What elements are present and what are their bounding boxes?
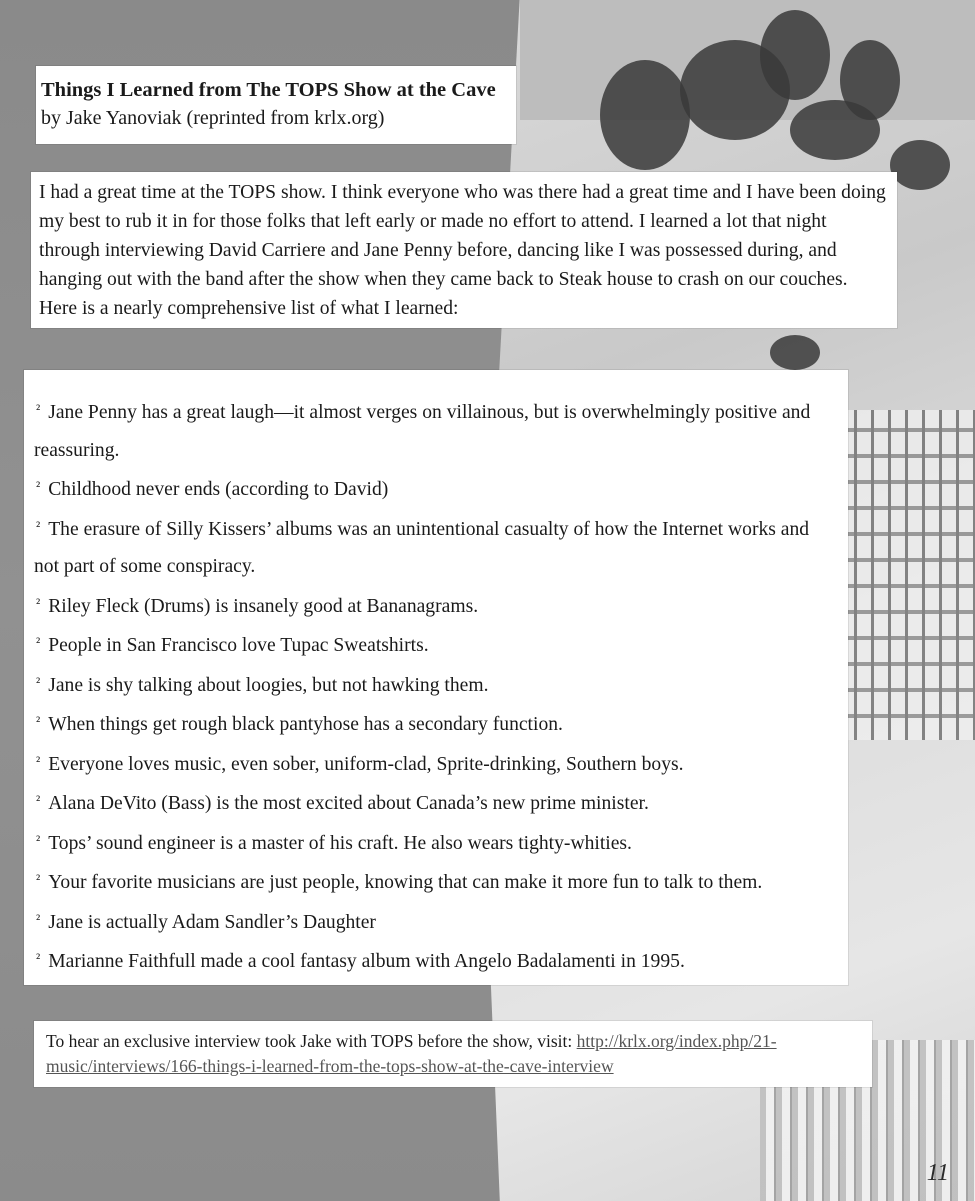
tree-foliage bbox=[790, 100, 880, 160]
list-item-text: Tops’ sound engineer is a master of his craft. He also wears tighty-whities. bbox=[48, 832, 632, 854]
footer-note bbox=[46, 1029, 862, 1079]
page-number: 11 bbox=[926, 1160, 949, 1186]
intro-paragraph: I had a great time at the TOPS show. I think everyone who was there had a great time and I have been doing my best to rub it in for those folks that left early or made no effort to attend. I learned a lot that night through interviewing David Carriere and Jane Penny before, dancing like I was possessed during, and hanging out with the band after the show when they came back to Steak house to crash on our couches. Here is a nearly comprehensive list of what I learned: bbox=[39, 182, 886, 319]
list-item bbox=[34, 469, 838, 509]
list-clipping bbox=[24, 370, 848, 985]
list-item bbox=[34, 509, 838, 586]
article-byline: by Jake Yanoviak (reprinted from krlx.org) bbox=[41, 107, 385, 129]
bullet-marker: ² bbox=[36, 715, 41, 730]
title-clipping bbox=[36, 66, 516, 144]
list-item-text: Childhood never ends (according to David) bbox=[48, 479, 389, 500]
list-item-text: Alana DeVito (Bass) is the most excited about Canada’s new prime minister. bbox=[48, 793, 649, 814]
bullet-marker: ² bbox=[36, 596, 41, 612]
bullet-marker: ² bbox=[36, 403, 41, 418]
list-item bbox=[34, 665, 838, 705]
bullet-marker: ² bbox=[36, 636, 41, 651]
list-item bbox=[34, 941, 838, 981]
list-item-text: When things get rough black pantyhose has a secondary function. bbox=[48, 714, 563, 735]
tree-foliage bbox=[600, 60, 690, 170]
learned-list bbox=[34, 392, 838, 981]
bullet-marker: ² bbox=[36, 480, 41, 495]
footer-clipping bbox=[34, 1021, 872, 1087]
list-item bbox=[34, 862, 838, 902]
tree-foliage bbox=[890, 140, 950, 190]
list-item bbox=[34, 744, 838, 784]
list-item-text: Your favorite musicians are just people, knowing that can make it more fun to talk to them. bbox=[48, 872, 763, 893]
list-item bbox=[34, 586, 838, 626]
list-item bbox=[34, 783, 838, 823]
bullet-marker: ² bbox=[36, 912, 41, 928]
list-item-text: Jane Penny has a great laugh—it almost verges on villainous, but is overwhelmingly positive and reassuring. bbox=[34, 402, 811, 461]
list-item-text: Jane is actually Adam Sandler’s Daughter bbox=[48, 911, 376, 933]
tree-foliage bbox=[760, 10, 830, 100]
list-item bbox=[34, 704, 838, 744]
footer-text: To hear an exclusive interview took Jake with TOPS before the show, visit: bbox=[46, 1031, 573, 1051]
bullet-marker: ² bbox=[36, 675, 41, 691]
list-item-text: Riley Fleck (Drums) is insanely good at Bananagrams. bbox=[48, 595, 479, 617]
list-item-text: Marianne Faithfull made a cool fantasy album with Angelo Badalamenti in 1995. bbox=[48, 951, 685, 972]
bullet-marker: ² bbox=[36, 519, 41, 535]
bullet-marker: ² bbox=[36, 754, 41, 770]
list-item bbox=[34, 902, 838, 942]
list-item bbox=[34, 823, 838, 863]
bullet-marker: ² bbox=[36, 833, 41, 849]
list-item-text: People in San Francisco love Tupac Sweatshirts. bbox=[48, 635, 429, 656]
intro-clipping bbox=[31, 172, 897, 328]
list-item bbox=[34, 625, 838, 665]
building-facade bbox=[840, 410, 975, 740]
list-item bbox=[34, 392, 838, 469]
list-item-text: Everyone loves music, even sober, uniform-clad, Sprite-drinking, Southern boys. bbox=[48, 753, 684, 775]
list-item-text: Jane is shy talking about loogies, but not hawking them. bbox=[48, 674, 489, 696]
bullet-marker: ² bbox=[36, 873, 41, 888]
list-item-text: The erasure of Silly Kissers’ albums was an unintentional casualty of how the Internet works and not part of some conspiracy. bbox=[34, 518, 810, 577]
bullet-marker: ² bbox=[36, 794, 41, 809]
article-title: Things I Learned from The TOPS Show at the Cave bbox=[41, 79, 496, 101]
tree-foliage bbox=[770, 335, 820, 370]
interview-link[interactable]: http://krlx.org/index.php/21-music/interviews/166-things-i-learned-from-the-tops-show-at-the-cave-interview bbox=[46, 1031, 777, 1076]
bullet-marker: ² bbox=[36, 952, 41, 967]
